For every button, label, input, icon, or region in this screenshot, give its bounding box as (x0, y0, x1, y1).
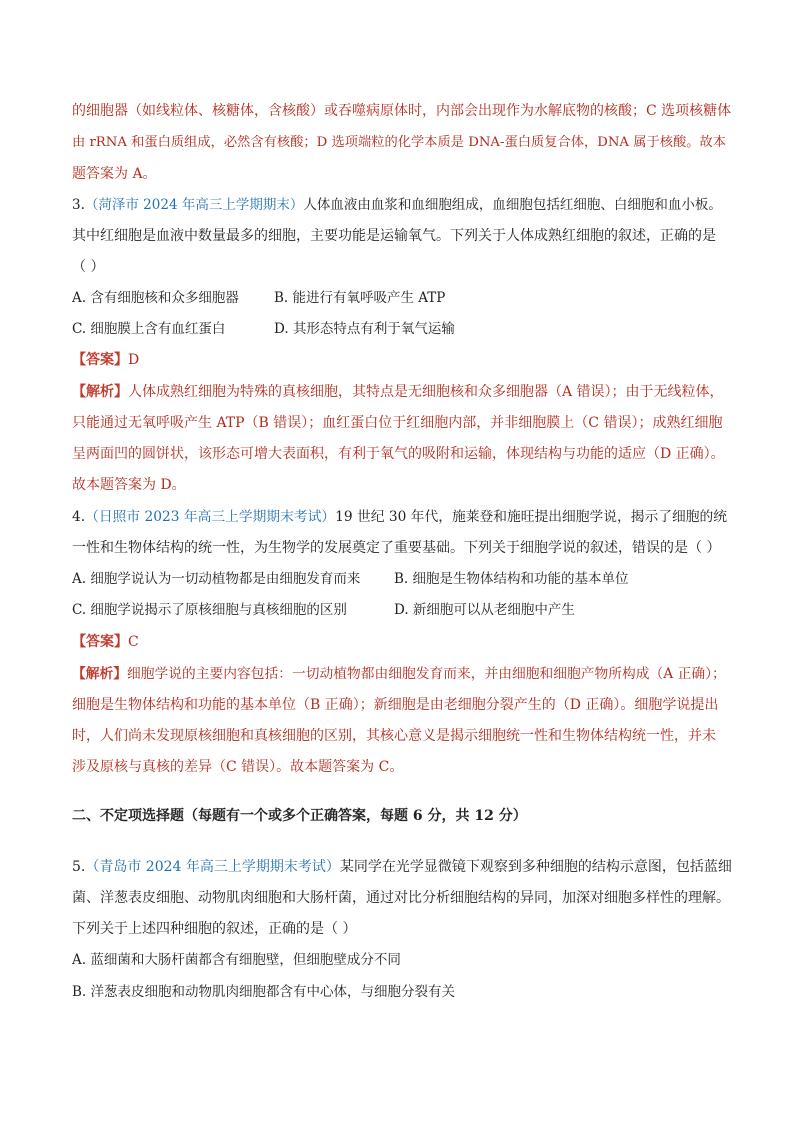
q3-analysis-line-3: 呈两面凹的圆饼状，该形态可增大表面积，有利于氧气的吸附和运输，体现结构与功能的适应（D 正确）。 (72, 446, 725, 462)
q3-analysis-line-4: 故本题答案为 D。 (72, 477, 186, 493)
q3-stem-line-2: 其中红细胞是血液中数量最多的细胞，主要功能是运输氧气。下列关于人体成熟红细胞的叙述，正确的是 (72, 228, 716, 244)
q4-number: 4. (72, 509, 86, 525)
q3-option-b: B. 能进行有氧呼吸产生 ATP (274, 290, 446, 306)
intro-line-3: 题答案为 A。 (72, 166, 157, 182)
q3-number: 3. (72, 197, 85, 213)
q3-answer-value: D (128, 352, 140, 368)
q4-option-d: D. 新细胞可以从老细胞中产生 (394, 602, 575, 618)
q5-stem-line-2: 菌、洋葱表皮细胞、动物肌肉细胞和大肠杆菌，通过对比分析细胞结构的异同，加深对细胞多样性的理解。 (72, 890, 730, 906)
q4-answer-value: C (128, 634, 139, 650)
q4-stem-text-1: 19 世纪 30 年代，施莱登和施旺提出细胞学说，揭示了细胞的统 (335, 509, 727, 525)
q4-analysis-line-1 (72, 664, 732, 684)
q3-analysis-tag: 【解析】 (72, 384, 128, 400)
q4-analysis-line-3: 时，人们尚未发现原核细胞和真核细胞的区别，其核心意义是揭示细胞统一性和生物体结构统一性，并未 (72, 728, 716, 744)
q3-stem-text-1: 人体血液由血浆和血细胞组成，血细胞包括红细胞、白细胞和血小板。 (303, 197, 722, 213)
q3-source: （菏泽市 2024 年高三上学期期末） (84, 197, 304, 213)
section-2-heading: 二、不定项选择题（每题有一个或多个正确答案，每题 6 分，共 12 分） (72, 808, 527, 824)
q3-analysis-line-2: 只能通过无氧呼吸产生 ATP（B 错误）；血红蛋白位于红细胞内部，并非细胞膜上（C 错误）；成熟红细胞 (72, 415, 723, 431)
q5-stem-line-1 (72, 857, 732, 877)
q4-option-a: A. 细胞学说认为一切动植物都是由细胞发育而来 (72, 571, 361, 587)
q4-source: （日照市 2023 年高三上学期期末考试） (85, 509, 336, 525)
intro-line-1: 的细胞器（如线粒体、核糖体，含核酸）或吞噬病原体时，内部会出现作为水解底物的核酸；C 选项核糖体 (72, 103, 732, 119)
q5-source: （青岛市 2024 年高三上学期期末考试） (85, 859, 340, 875)
q4-answer-line (72, 632, 732, 652)
q4-analysis-line-4: 涉及原核与真核的差异（C 错误）。故本题答案为 C。 (72, 759, 404, 775)
q3-answer-line (72, 350, 732, 370)
q4-stem-line-2: 一性和生物体结构的统一性，为生物学的发展奠定了重要基础。下列关于细胞学说的叙述，错误的是（ ） (72, 540, 721, 556)
q5-number: 5. (72, 859, 86, 875)
q4-option-b: B. 细胞是生物体结构和功能的基本单位 (394, 571, 629, 587)
q3-blank: （ ） (72, 259, 105, 275)
q3-option-a: A. 含有细胞核和众多细胞器 (72, 290, 239, 306)
q5-option-a: A. 蓝细菌和大肠杆菌都含有细胞壁，但细胞壁成分不同 (72, 952, 401, 968)
q4-option-c: C. 细胞学说揭示了原核细胞与真核细胞的区别 (72, 602, 347, 618)
q4-analysis-line-2: 细胞是生物体结构和功能的基本单位（B 正确）；新细胞是由老细胞分裂产生的（D 正确）。细胞学说提出 (72, 697, 719, 713)
q3-option-c: C. 细胞膜上含有血红蛋白 (72, 321, 226, 337)
q3-option-d: D. 其形态特点有利于氧气运输 (274, 321, 455, 337)
q4-stem-line-1 (72, 507, 732, 527)
intro-line-2: 由 rRNA 和蛋白质组成，必然含有核酸；D 选项端粒的化学本质是 DNA-蛋白质复合体，DNA 属于核酸。故本 (72, 135, 726, 150)
q3-stem-line-1 (72, 195, 732, 215)
q5-option-b: B. 洋葱表皮细胞和动物肌肉细胞都含有中心体，与细胞分裂有关 (72, 984, 456, 1000)
q3-analysis-line-1 (72, 382, 732, 402)
q5-stem-line-3: 下列关于上述四种细胞的叙述，正确的是（ ） (72, 921, 357, 937)
q4-analysis-tag: 【解析】 (72, 666, 128, 682)
q4-answer-tag: 【答案】 (72, 634, 128, 650)
q5-stem-text-1: 某同学在光学显微镜下观察到多种细胞的结构示意图，包括蓝细 (339, 859, 732, 875)
q3-answer-tag: 【答案】 (72, 352, 128, 368)
q3-analysis-text-1: 人体成熟红细胞为特殊的真核细胞，其特点是无细胞核和众多细胞器（A 错误）；由于无线粒体， (128, 384, 724, 400)
q4-analysis-text-1: 细胞学说的主要内容包括：一切动植物都由细胞发育而来，并由细胞和细胞产物所构成（A 正确）； (127, 666, 726, 682)
